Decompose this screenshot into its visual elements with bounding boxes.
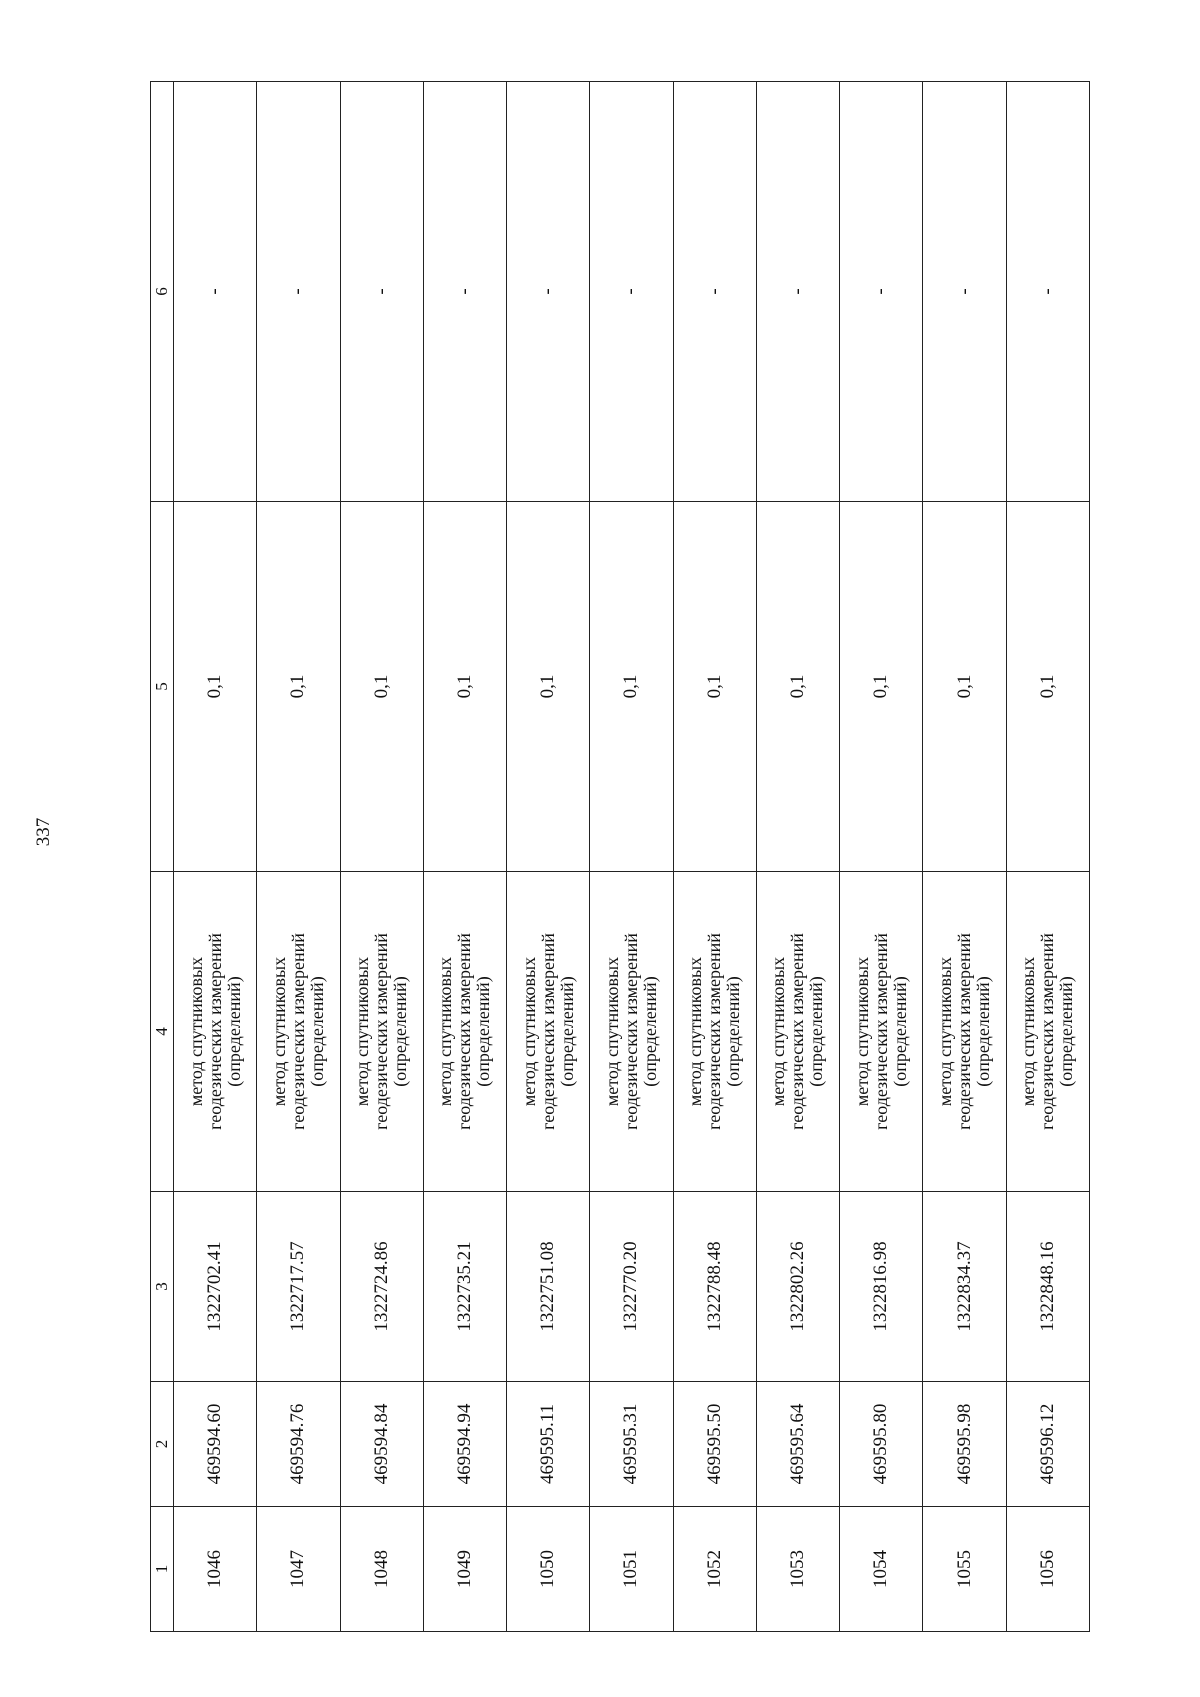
method-line-1: метод спутниковых	[768, 956, 789, 1107]
description-cell: -	[923, 82, 1006, 502]
method-line-1: метод спутниковых	[1018, 956, 1039, 1107]
method-cell	[1006, 872, 1089, 1192]
method-line-3: (определений)	[723, 976, 744, 1087]
accuracy-cell: 0,1	[507, 502, 590, 872]
header-row	[151, 82, 174, 1632]
x-coordinate-cell: 469595.50	[673, 1382, 756, 1507]
point-number-cell: 1056	[1006, 1507, 1089, 1632]
header-col-2: 2	[151, 1382, 174, 1507]
method-cell	[756, 872, 839, 1192]
table-body	[174, 82, 1090, 1632]
method-line-1: метод спутниковых	[518, 956, 539, 1107]
header-col-5: 5	[151, 502, 174, 872]
method-line-1: метод спутниковых	[435, 956, 456, 1107]
table-row	[923, 82, 1006, 1632]
description-cell: -	[756, 82, 839, 502]
method-cell	[840, 872, 923, 1192]
method-line-3: (определений)	[390, 976, 411, 1087]
accuracy-cell: 0,1	[174, 502, 257, 872]
method-line-1: метод спутниковых	[935, 956, 956, 1107]
table-row	[1006, 82, 1089, 1632]
table-row	[340, 82, 423, 1632]
method-cell	[423, 872, 506, 1192]
x-coordinate-cell: 469595.11	[507, 1382, 590, 1507]
header-col-1: 1	[151, 1507, 174, 1632]
method-line-2: геодезических измерений	[454, 933, 475, 1130]
x-coordinate-cell: 469594.84	[340, 1382, 423, 1507]
method-line-2: геодезических измерений	[371, 933, 392, 1130]
description-cell: -	[1006, 82, 1089, 502]
table-row	[590, 82, 673, 1632]
method-line-2: геодезических измерений	[870, 933, 891, 1130]
point-number-cell: 1052	[673, 1507, 756, 1632]
method-line-3: (определений)	[223, 976, 244, 1087]
x-coordinate-cell: 469594.60	[174, 1382, 257, 1507]
accuracy-cell: 0,1	[840, 502, 923, 872]
method-cell	[340, 872, 423, 1192]
method-line-2: геодезических измерений	[287, 933, 308, 1130]
method-line-2: геодезических измерений	[537, 933, 558, 1130]
y-coordinate-cell: 1322724.86	[340, 1192, 423, 1382]
method-cell	[257, 872, 340, 1192]
table-row	[507, 82, 590, 1632]
table-row	[174, 82, 257, 1632]
accuracy-cell: 0,1	[423, 502, 506, 872]
x-coordinate-cell: 469594.76	[257, 1382, 340, 1507]
method-cell	[507, 872, 590, 1192]
header-col-4: 4	[151, 872, 174, 1192]
method-cell	[590, 872, 673, 1192]
method-line-3: (определений)	[306, 976, 327, 1087]
table-row	[257, 82, 340, 1632]
table-row	[673, 82, 756, 1632]
coordinates-table-rotated	[150, 82, 1090, 1632]
point-number-cell: 1055	[923, 1507, 1006, 1632]
point-number-cell: 1046	[174, 1507, 257, 1632]
method-line-3: (определений)	[473, 976, 494, 1087]
method-cell	[673, 872, 756, 1192]
y-coordinate-cell: 1322751.08	[507, 1192, 590, 1382]
description-cell: -	[174, 82, 257, 502]
coordinates-table	[150, 81, 1090, 1632]
x-coordinate-cell: 469595.98	[923, 1382, 1006, 1507]
y-coordinate-cell: 1322788.48	[673, 1192, 756, 1382]
table-row	[756, 82, 839, 1632]
accuracy-cell: 0,1	[673, 502, 756, 872]
accuracy-cell: 0,1	[257, 502, 340, 872]
method-line-2: геодезических измерений	[787, 933, 808, 1130]
method-line-1: метод спутниковых	[685, 956, 706, 1107]
point-number-cell: 1053	[756, 1507, 839, 1632]
y-coordinate-cell: 1322802.26	[756, 1192, 839, 1382]
header-col-3: 3	[151, 1192, 174, 1382]
point-number-cell: 1051	[590, 1507, 673, 1632]
y-coordinate-cell: 1322717.57	[257, 1192, 340, 1382]
description-cell: -	[590, 82, 673, 502]
y-coordinate-cell: 1322848.16	[1006, 1192, 1089, 1382]
header-col-6: 6	[151, 82, 174, 502]
description-cell: -	[423, 82, 506, 502]
y-coordinate-cell: 1322702.41	[174, 1192, 257, 1382]
method-line-3: (определений)	[806, 976, 827, 1087]
method-cell	[923, 872, 1006, 1192]
y-coordinate-cell: 1322834.37	[923, 1192, 1006, 1382]
method-line-2: геодезических измерений	[954, 933, 975, 1130]
method-line-1: метод спутниковых	[851, 956, 872, 1107]
y-coordinate-cell: 1322735.21	[423, 1192, 506, 1382]
description-cell: -	[840, 82, 923, 502]
method-line-2: геодезических измерений	[204, 933, 225, 1130]
accuracy-cell: 0,1	[923, 502, 1006, 872]
page-number: 337	[33, 817, 54, 847]
point-number-cell: 1047	[257, 1507, 340, 1632]
method-line-3: (определений)	[889, 976, 910, 1087]
x-coordinate-cell: 469596.12	[1006, 1382, 1089, 1507]
method-line-1: метод спутниковых	[352, 956, 373, 1107]
description-cell: -	[507, 82, 590, 502]
x-coordinate-cell: 469595.31	[590, 1382, 673, 1507]
method-line-1: метод спутниковых	[185, 956, 206, 1107]
description-cell: -	[257, 82, 340, 502]
method-line-2: геодезических измерений	[620, 933, 641, 1130]
method-line-3: (определений)	[639, 976, 660, 1087]
y-coordinate-cell: 1322770.20	[590, 1192, 673, 1382]
table-row	[840, 82, 923, 1632]
accuracy-cell: 0,1	[756, 502, 839, 872]
point-number-cell: 1049	[423, 1507, 506, 1632]
x-coordinate-cell: 469595.80	[840, 1382, 923, 1507]
point-number-cell: 1048	[340, 1507, 423, 1632]
x-coordinate-cell: 469595.64	[756, 1382, 839, 1507]
accuracy-cell: 0,1	[340, 502, 423, 872]
x-coordinate-cell: 469594.94	[423, 1382, 506, 1507]
method-line-1: метод спутниковых	[268, 956, 289, 1107]
y-coordinate-cell: 1322816.98	[840, 1192, 923, 1382]
method-cell	[174, 872, 257, 1192]
method-line-3: (определений)	[973, 976, 994, 1087]
accuracy-cell: 0,1	[1006, 502, 1089, 872]
method-line-3: (определений)	[556, 976, 577, 1087]
method-line-2: геодезических измерений	[1037, 933, 1058, 1130]
method-line-2: геодезических измерений	[704, 933, 725, 1130]
description-cell: -	[673, 82, 756, 502]
table-row	[423, 82, 506, 1632]
point-number-cell: 1050	[507, 1507, 590, 1632]
point-number-cell: 1054	[840, 1507, 923, 1632]
method-line-1: метод спутниковых	[601, 956, 622, 1107]
method-line-3: (определений)	[1056, 976, 1077, 1087]
accuracy-cell: 0,1	[590, 502, 673, 872]
description-cell: -	[340, 82, 423, 502]
